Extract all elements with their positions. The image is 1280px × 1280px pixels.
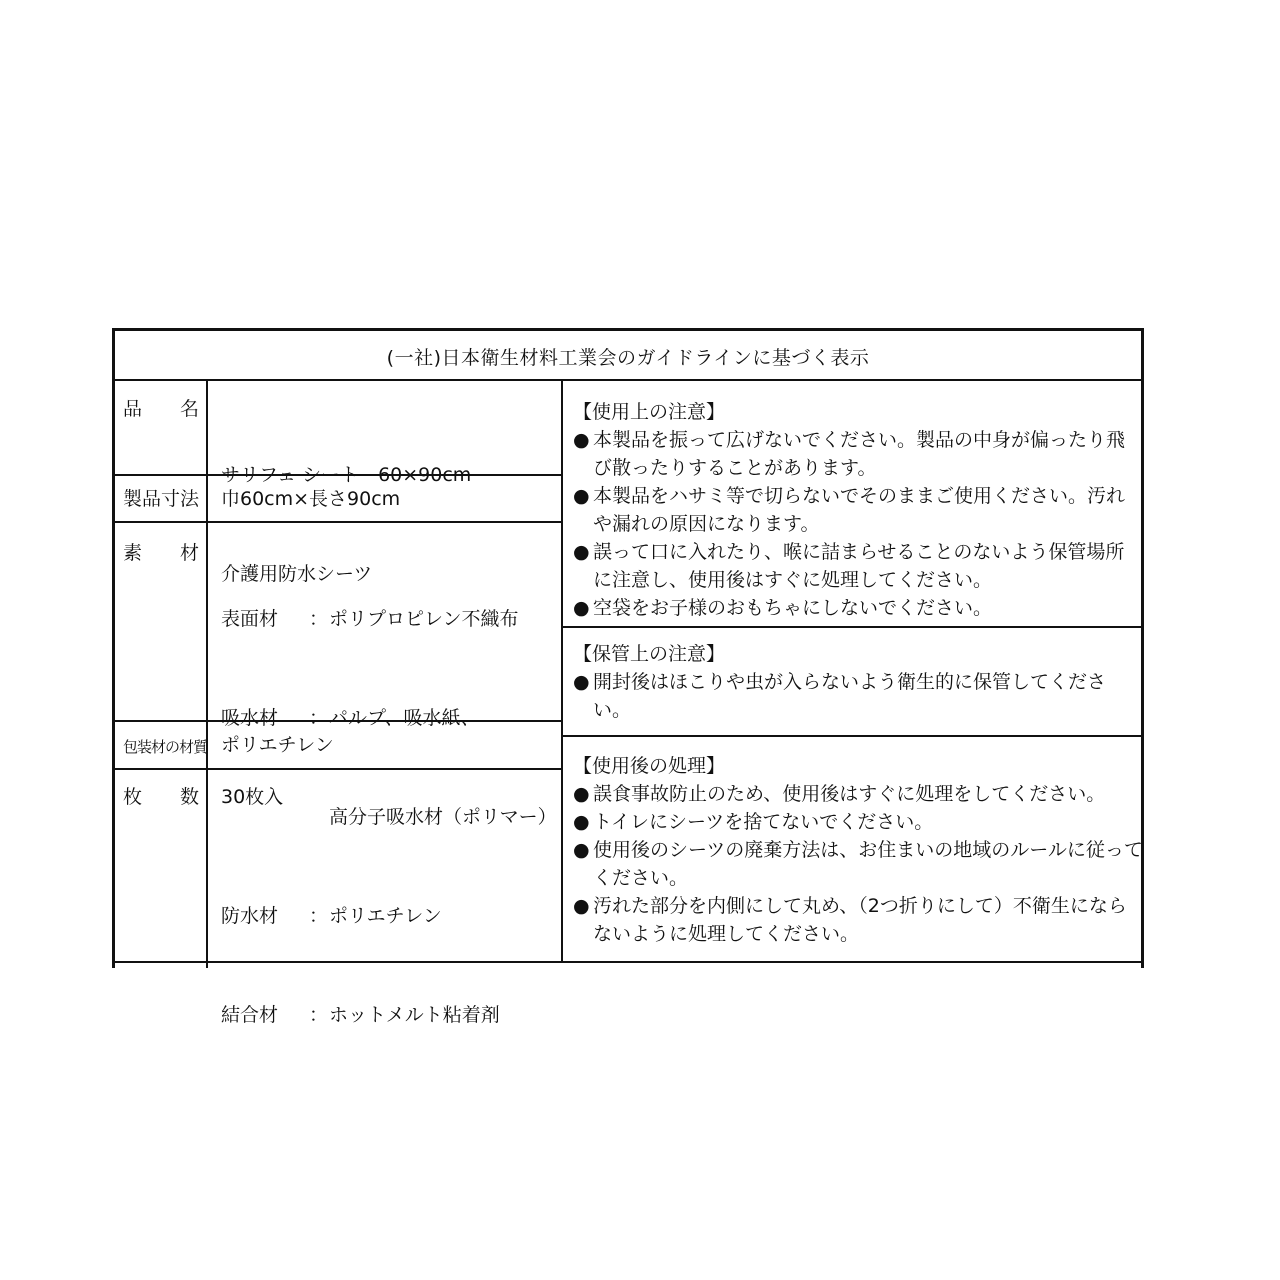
count-label: 枚 数 [123, 786, 200, 808]
material-value: 高分子吸水材（ポリマー） [329, 806, 557, 828]
table-title: (一社)日本衛生材料工業会のガイドラインに基づく表示 [386, 346, 870, 369]
material-value: ポリプロピレン不織布 [329, 608, 519, 630]
material-key: 結合材 [221, 1004, 279, 1026]
divider [561, 380, 563, 962]
bullet-icon: ● [573, 811, 590, 833]
packaging-label: 包装材の材質 [123, 738, 208, 756]
disposal-heading: 【使用後の処理】 [573, 755, 726, 777]
disposal-note: 汚れた部分を内側にして丸め、（2つ折りにして）不衛生にならないように処理してください。 [593, 895, 1127, 945]
list-item [573, 808, 1143, 836]
material-key: 吸水材 [221, 707, 279, 729]
size-value: 巾60cm×長さ90cm [221, 488, 401, 510]
material-row [221, 900, 557, 933]
list-item [573, 780, 1143, 808]
bullet-icon: ● [573, 485, 590, 507]
bullet-icon: ● [573, 671, 590, 693]
bullet-icon: ● [573, 597, 590, 619]
material-colon: ： [309, 707, 329, 729]
storage-note: 開封後はほこりや虫が入らないよう衛生的に保管してください。 [593, 671, 1107, 721]
material-value: パルプ、吸水紙、 [329, 707, 480, 729]
material-colon: ： [309, 905, 329, 927]
bullet-icon: ● [573, 541, 590, 563]
disposal-note: 誤食事故防止のため、使用後はすぐに処理をしてください。 [593, 783, 1106, 805]
disposal-note: 使用後のシーツの廃棄方法は、お住まいの地域のルールに従ってください。 [593, 839, 1143, 889]
bullet-icon: ● [573, 895, 590, 917]
material-value: ポリエチレン [329, 905, 442, 927]
material-key: 防水材 [221, 905, 279, 927]
disposal-note: トイレにシーツを捨てないでください。 [593, 811, 934, 833]
storage-section [573, 640, 1143, 724]
material-row [221, 603, 557, 636]
label-table [112, 328, 1144, 1026]
usage-section [573, 398, 1143, 622]
material-row [221, 999, 557, 1032]
list-item [573, 836, 1143, 892]
size-label: 製品寸法 [123, 488, 200, 510]
usage-note: 空袋をお子様のおもちゃにしないでください。 [593, 597, 993, 619]
bullet-icon: ● [573, 783, 590, 805]
storage-heading: 【保管上の注意】 [573, 643, 726, 665]
material-list [221, 537, 557, 1098]
list-item [573, 482, 1143, 538]
material-key: 表面材 [221, 608, 279, 630]
product-name-line: 介護用防水シーツ [221, 563, 373, 585]
material-value: ホットメルト粘着剤 [329, 1004, 500, 1026]
usage-heading: 【使用上の注意】 [573, 401, 726, 423]
product-name-line: サリフェ シート 60×90cm [221, 464, 472, 486]
disposal-section [573, 752, 1143, 948]
list-item [573, 892, 1143, 948]
list-item [573, 426, 1143, 482]
divider [206, 380, 208, 968]
count-value: 30枚入 [221, 786, 284, 808]
bullet-icon: ● [573, 429, 590, 451]
material-label: 素 材 [123, 542, 200, 564]
divider [563, 735, 1141, 737]
divider [115, 379, 1141, 381]
usage-note: 本製品を振って広げないでください。製品の中身が偏ったり飛び散ったりすることがあります。 [593, 429, 1126, 479]
usage-note: 誤って口に入れたり、喉に詰まらせることのないよう保管場所に注意し、使用後はすぐに処理してください。 [593, 541, 1125, 591]
material-colon: ： [309, 608, 329, 630]
list-item [573, 668, 1143, 724]
divider [563, 626, 1141, 628]
bullet-icon: ● [573, 839, 590, 861]
list-item [573, 594, 1143, 622]
product-name-label: 品 名 [123, 398, 200, 420]
material-colon: ： [309, 1004, 329, 1026]
packaging-value: ポリエチレン [221, 734, 334, 756]
material-colon [309, 801, 329, 834]
usage-note: 本製品をハサミ等で切らないでそのままご使用ください。汚れや漏れの原因になります。 [593, 485, 1126, 535]
list-item [573, 538, 1143, 594]
